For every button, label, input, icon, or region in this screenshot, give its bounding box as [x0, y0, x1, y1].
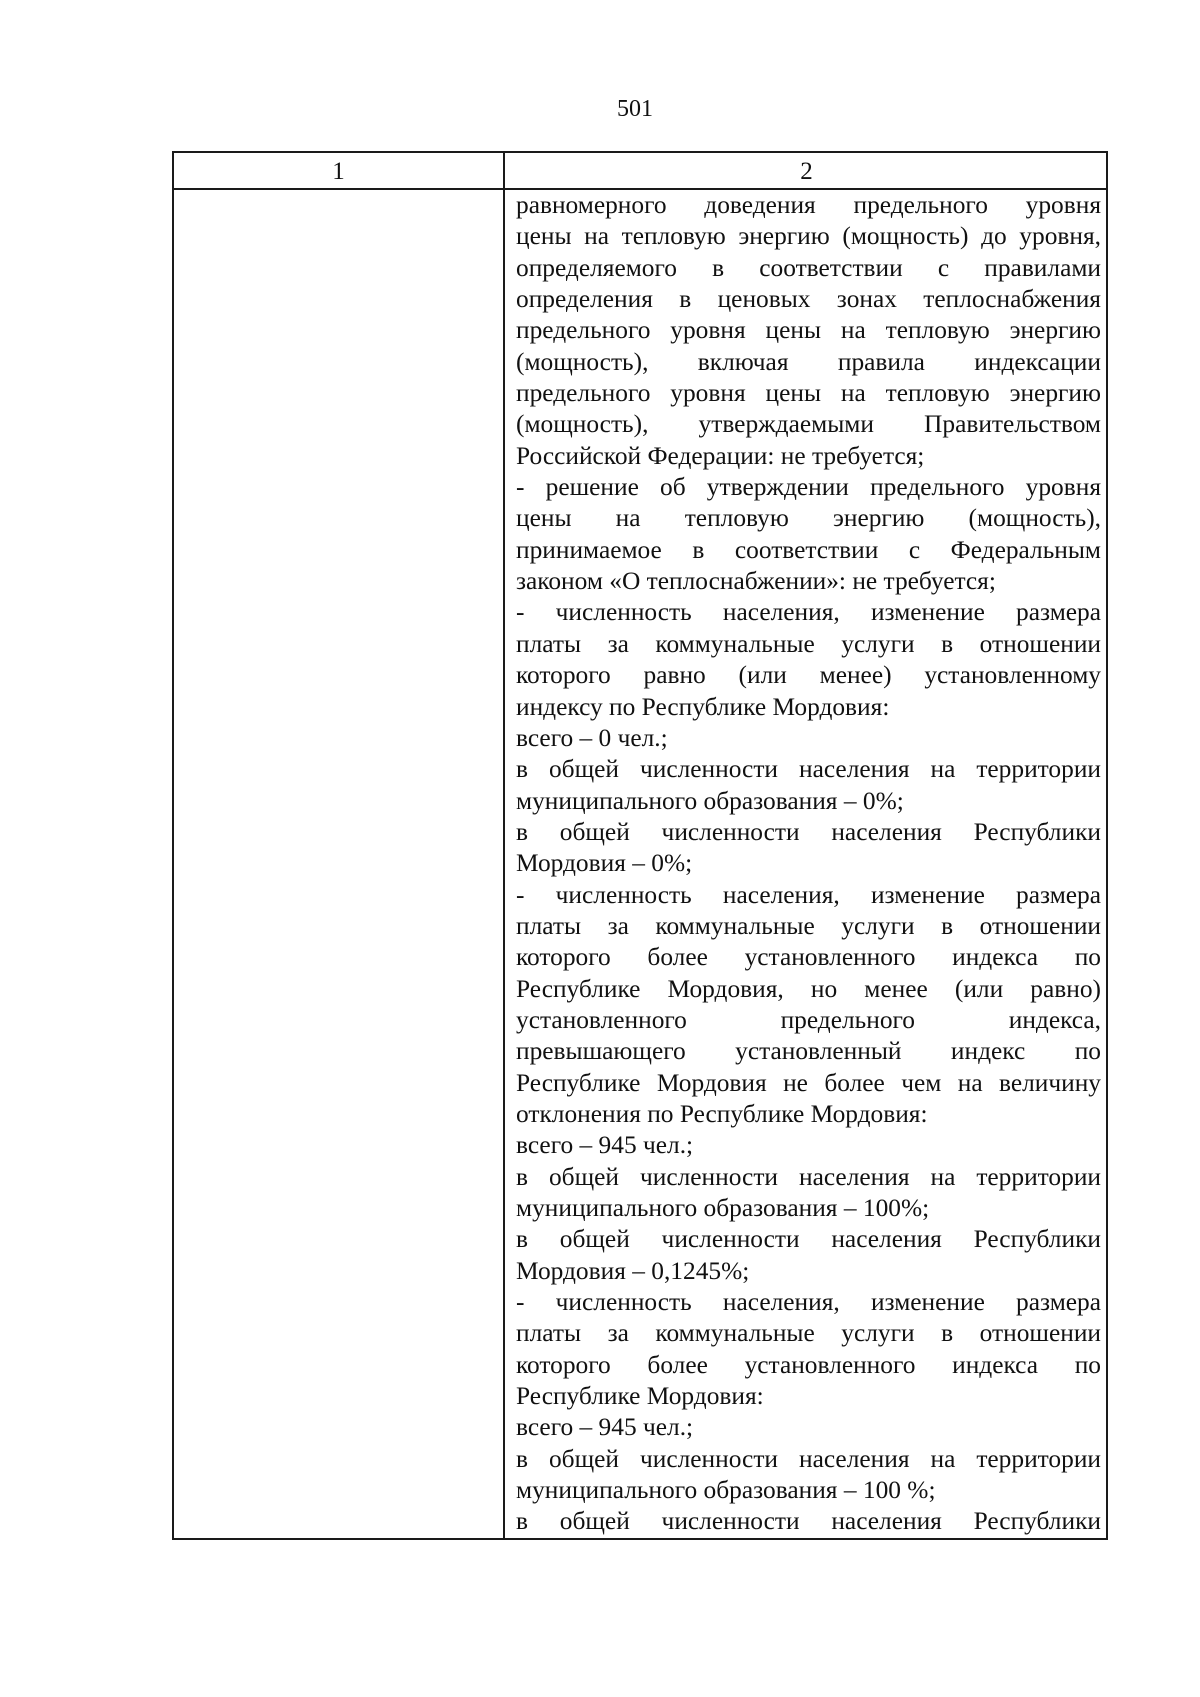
text-line: Российской Федерации: не требуется;	[516, 441, 925, 470]
document-table	[172, 151, 1108, 1540]
text-line: в общей численности населения на территории	[516, 1162, 1101, 1191]
text-line: в общей численности населения на территории	[516, 755, 1101, 784]
text-line: Мордовия – 0%;	[516, 849, 693, 878]
text-line: цены на тепловую энергию (мощность),	[516, 504, 1101, 533]
column-header-1: 1	[332, 158, 345, 185]
column-2-text	[516, 190, 1101, 1538]
text-line: Республике Мордовия, но менее (или равно)	[516, 974, 1101, 1003]
page-number: 501	[617, 96, 653, 122]
text-line: - численность населения, изменение размера	[516, 880, 1101, 909]
text-line: Республике Мордовия не более чем на величину	[516, 1068, 1101, 1097]
text-line: определения в ценовых зонах теплоснабжения	[516, 285, 1101, 314]
text-line: платы за коммунальные услуги в отношении	[516, 629, 1101, 658]
text-line: всего – 945 чел.;	[516, 1131, 694, 1160]
text-line: отклонения по Республике Мордовия:	[516, 1099, 928, 1128]
text-line: законом «О теплоснабжении»: не требуется;	[516, 567, 996, 596]
text-line: платы за коммунальные услуги в отношении	[516, 1319, 1101, 1348]
text-line: которого более установленного индекса по	[516, 1350, 1101, 1379]
text-line: муниципального образования – 100 %;	[516, 1476, 936, 1505]
text-line: принимаемое в соответствии с Федеральным	[516, 535, 1101, 564]
text-line: - численность населения, изменение размера	[516, 1288, 1101, 1317]
text-line: предельного уровня цены на тепловую энергию	[516, 379, 1101, 408]
text-line: равномерного доведения предельного уровня	[516, 191, 1101, 219]
text-line: в общей численности населения на территории	[516, 1444, 1101, 1473]
text-line: превышающего установленный индекс по	[516, 1037, 1101, 1066]
text-line: индексу по Республике Мордовия:	[516, 692, 890, 721]
text-line: - решение об утверждении предельного уровня	[516, 473, 1101, 502]
column-divider	[503, 153, 505, 1538]
text-line: цены на тепловую энергию (мощность) до уровня,	[516, 222, 1101, 251]
text-line: в общей численности населения Республики	[516, 817, 1101, 846]
column-header-2: 2	[800, 158, 813, 185]
text-line: муниципального образования – 0%;	[516, 786, 904, 815]
text-line: - численность населения, изменение размера	[516, 598, 1101, 627]
text-line: в общей численности населения Республики	[516, 1225, 1101, 1254]
text-line: Республике Мордовия:	[516, 1382, 764, 1411]
table-header-row	[174, 153, 1106, 190]
text-line: которого равно (или менее) установленному	[516, 661, 1101, 690]
text-line: платы за коммунальные услуги в отношении	[516, 911, 1101, 940]
text-line: предельного уровня цены на тепловую энергию	[516, 316, 1101, 345]
text-line: (мощность), утверждаемыми Правительством	[516, 410, 1101, 439]
text-line: установленного предельного индекса,	[516, 1005, 1101, 1034]
text-line: (мощность), включая правила индексации	[516, 347, 1101, 376]
text-line: Мордовия – 0,1245%;	[516, 1256, 750, 1285]
text-line: которого более установленного индекса по	[516, 943, 1101, 972]
text-line: муниципального образования – 100%;	[516, 1194, 930, 1222]
text-line: в общей численности населения Республики	[516, 1507, 1101, 1536]
text-line: определяемого в соответствии с правилами	[516, 253, 1101, 282]
text-line: всего – 945 чел.;	[516, 1413, 694, 1442]
text-line: всего – 0 чел.;	[516, 723, 668, 752]
